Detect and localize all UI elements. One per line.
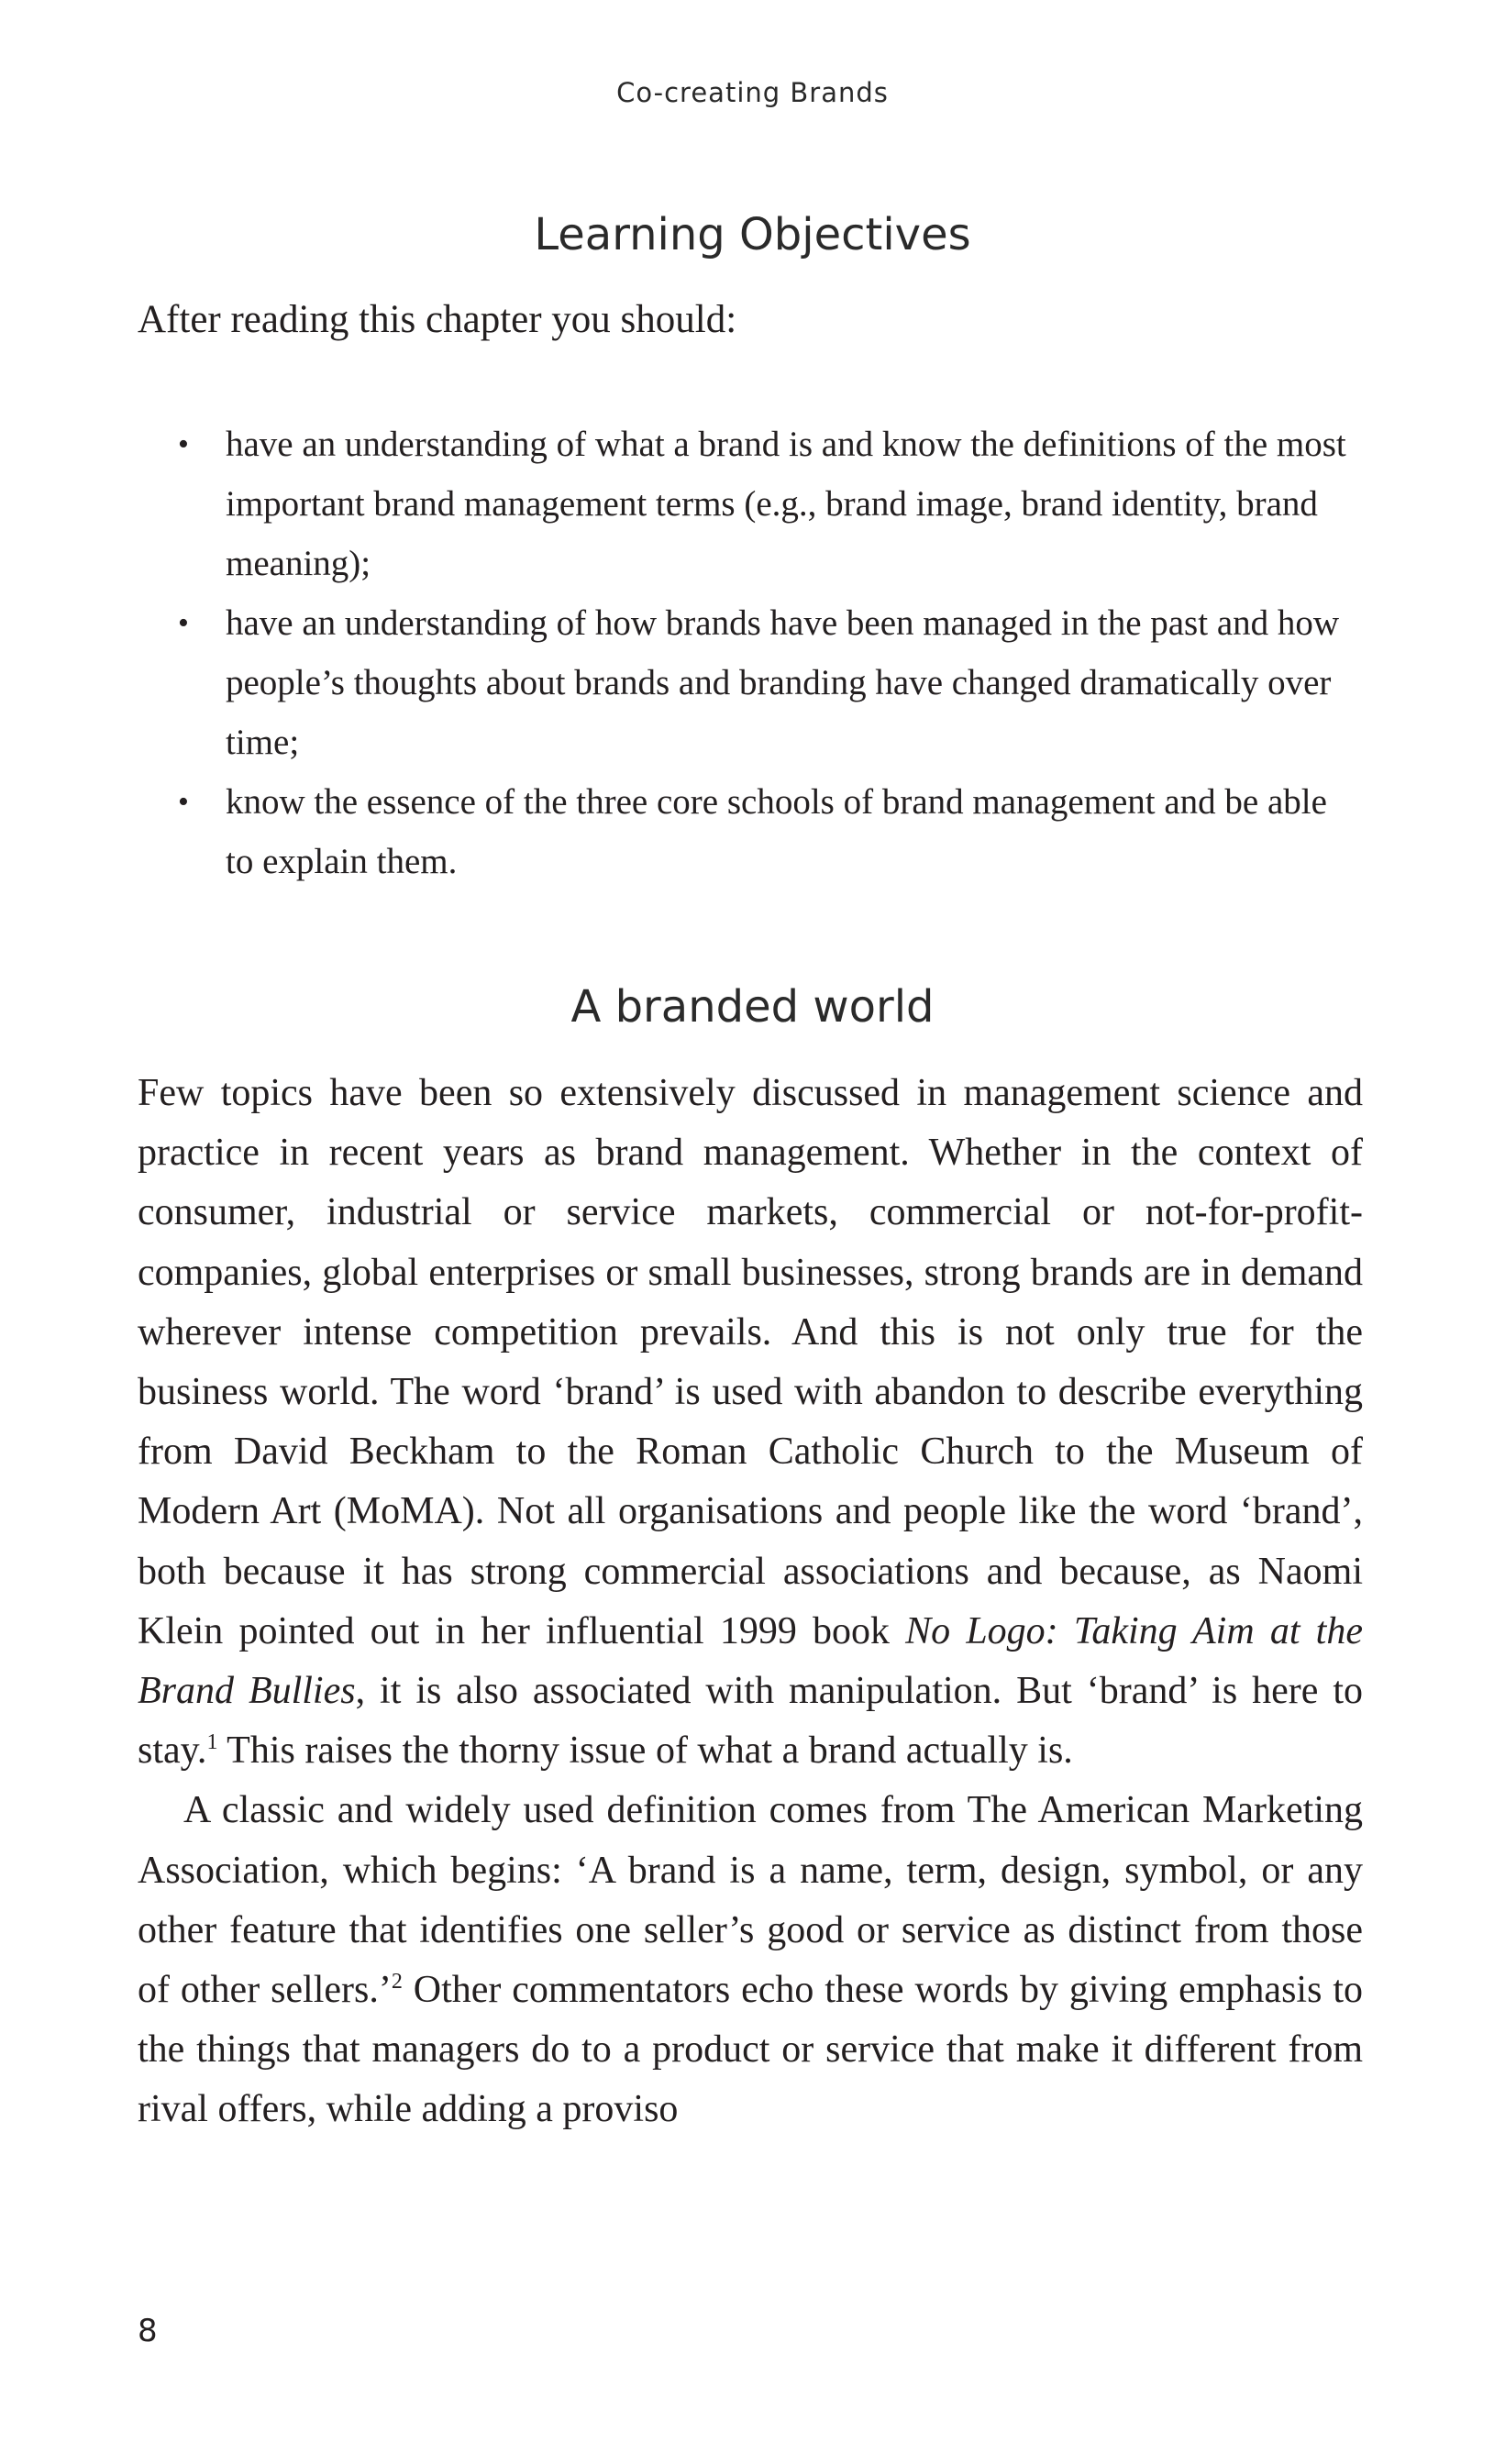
paragraph	[138, 1064, 1363, 1781]
list-item	[138, 414, 1363, 593]
paragraph-text: This raises the thorny issue of what a brand actually is.	[217, 1729, 1073, 1773]
paragraph	[138, 1781, 1363, 2139]
bullet-icon: •	[178, 606, 189, 640]
bullet-icon: •	[178, 785, 189, 819]
objective-text: have an understanding of what a brand is and know the definitions of the most important brand management terms (e.g., brand image, brand identity, brand meaning);	[226, 425, 1346, 583]
running-head: Co-creating Brands	[616, 77, 889, 108]
book-title: No Logo: Taking Aim at the Brand Bullies	[138, 1609, 1363, 1713]
body-text	[138, 1064, 1363, 2140]
objective-text: know the essence of the three core schools of brand management and be able to explain them.	[226, 782, 1327, 881]
objectives-list	[138, 414, 1363, 891]
footnote-ref: 1	[206, 1730, 218, 1755]
page-number: 8	[138, 2313, 158, 2349]
footnote-ref: 2	[391, 1970, 403, 1994]
paragraph-text: Few topics have been so extensively discussed in management science and practice in recent years as brand management. Whether in the context of consumer, industrial or service markets, commercial or not-for-profit-companies, global enterprises or small businesses, strong brands are in demand wherever intense competition prevails. And this is not only true for the business world. The word ‘brand’ is used with abandon to describe everything from David Beckham to the Roman Catholic Church to the Museum of Modern Art (MoMA). Not all organisations and people like the word ‘brand’, both because it has strong commercial associations and because, as Naomi Klein pointed out in her influential 1999 book	[138, 1072, 1363, 1652]
list-item	[138, 772, 1363, 891]
paragraph-text: Other commentators echo these words by giving emphasis to the things that managers do to a product or service that make it different from rival offers, while adding a proviso	[138, 1969, 1363, 2131]
objective-text: have an understanding of how brands have been managed in the past and how people’s thoughts about brands and branding have changed dramatically over time;	[226, 603, 1340, 762]
objectives-intro: After reading this chapter you should:	[138, 298, 737, 341]
bullet-icon: •	[178, 427, 189, 461]
paragraph-text: A classic and widely used definition comes from The American Marketing Association, which begins: ‘A brand is a name, term, design, symbol, or any other feature that identifies one seller’s good or service as distinct from those of other sellers.’	[138, 1789, 1363, 2012]
section-heading: A branded world	[570, 981, 935, 1033]
paragraph-text: , it is also associated with manipulation. But ‘brand’ is here to stay.	[138, 1670, 1363, 1773]
learning-objectives-heading: Learning Objectives	[534, 209, 971, 260]
list-item	[138, 593, 1363, 772]
